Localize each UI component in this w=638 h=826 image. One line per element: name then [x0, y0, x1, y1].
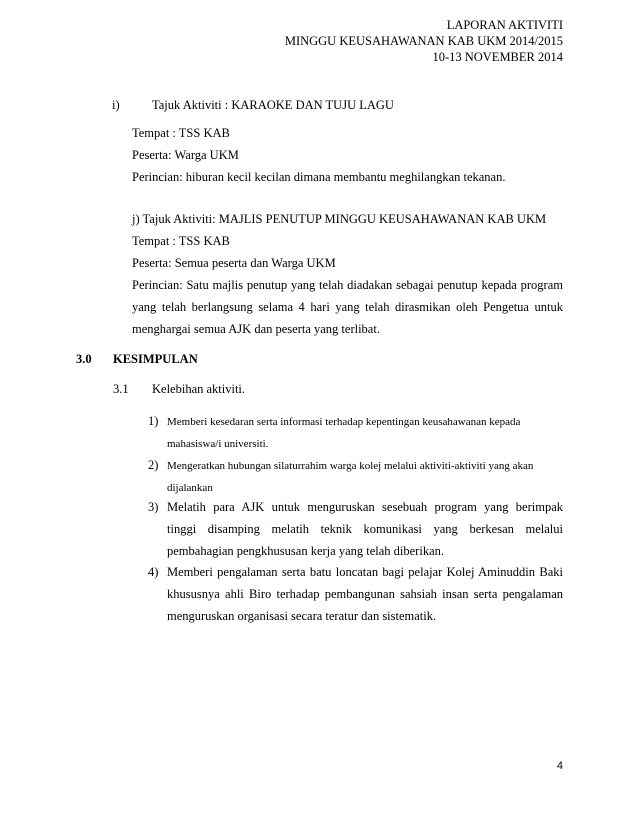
- point-4-line2: khususnya ahli Biro terhadap pembangunan sahsiah insan serta pengalaman: [167, 587, 563, 601]
- point-1-line1: Memberi kesedaran serta informasi terhadap kepentingan keusahawanan kepada: [167, 416, 521, 428]
- activity-j-details-line2: yang telah berlangsung selama 4 hari yang telah dirasmikan oleh Pengetua untuk: [132, 300, 563, 314]
- point-3-number: 3): [148, 500, 159, 514]
- activity-i-details: Perincian: hiburan kecil kecilan dimana membantu meghilangkan tekanan.: [132, 170, 506, 184]
- activity-j-title: j) Tajuk Aktiviti: MAJLIS PENUTUP MINGGU KEUSAHAWANAN KAB UKM: [132, 212, 547, 226]
- activity-j-details-line3: menghargai semua AJK dan peserta yang terlibat.: [132, 322, 380, 336]
- section-title: KESIMPULAN: [113, 352, 198, 366]
- point-2-line2: dijalankan: [167, 482, 213, 494]
- page-header: [285, 17, 563, 65]
- point-4-number: 4): [148, 565, 159, 579]
- header-event-name: MINGGU KEUSAHAWANAN KAB UKM 2014/2015: [284, 34, 563, 48]
- point-1-number: 1): [148, 414, 159, 428]
- page-number: 4: [556, 760, 563, 772]
- point-2-number: 2): [148, 458, 159, 472]
- point-4-line3: menguruskan organisasi secara teratur dan sistematik.: [167, 609, 437, 623]
- activity-i-location: Tempat : TSS KAB: [132, 126, 230, 140]
- point-1-line2: mahasiswa/i universiti.: [167, 438, 269, 450]
- point-3-line3: pembahagian pengkhususan kerja yang telah diberikan.: [167, 544, 444, 558]
- activity-j-details-line1: Perincian: Satu majlis penutup yang telah diadakan sebagai penutup kepada program: [132, 278, 563, 292]
- activity-i-participants: Peserta: Warga UKM: [132, 148, 239, 162]
- subsection-title: Kelebihan aktiviti.: [152, 382, 246, 396]
- point-4-line1: Memberi pengalaman serta batu loncatan bagi pelajar Kolej Aminuddin Baki: [167, 565, 563, 579]
- header-event-date: 10-13 NOVEMBER 2014: [432, 50, 563, 64]
- section-number: 3.0: [76, 352, 92, 366]
- point-2-line1: Mengeratkan hubungan silaturrahim warga kolej melalui aktiviti-aktiviti yang akan: [167, 460, 534, 472]
- activity-j-participants: Peserta: Semua peserta dan Warga UKM: [132, 256, 336, 270]
- header-report-title: LAPORAN AKTIVITI: [446, 18, 563, 32]
- point-3-line2: tinggi disamping melatih teknik komunikasi yang berkesan melalui: [167, 522, 563, 536]
- point-3-line1: Melatih para AJK untuk menguruskan sesebuah program yang berimpak: [167, 500, 563, 514]
- subsection-number: 3.1: [113, 382, 129, 396]
- activity-i-title: Tajuk Aktiviti : KARAOKE DAN TUJU LAGU: [152, 98, 394, 112]
- activity-j-location: Tempat : TSS KAB: [132, 234, 230, 248]
- activity-i-marker: i): [112, 98, 120, 112]
